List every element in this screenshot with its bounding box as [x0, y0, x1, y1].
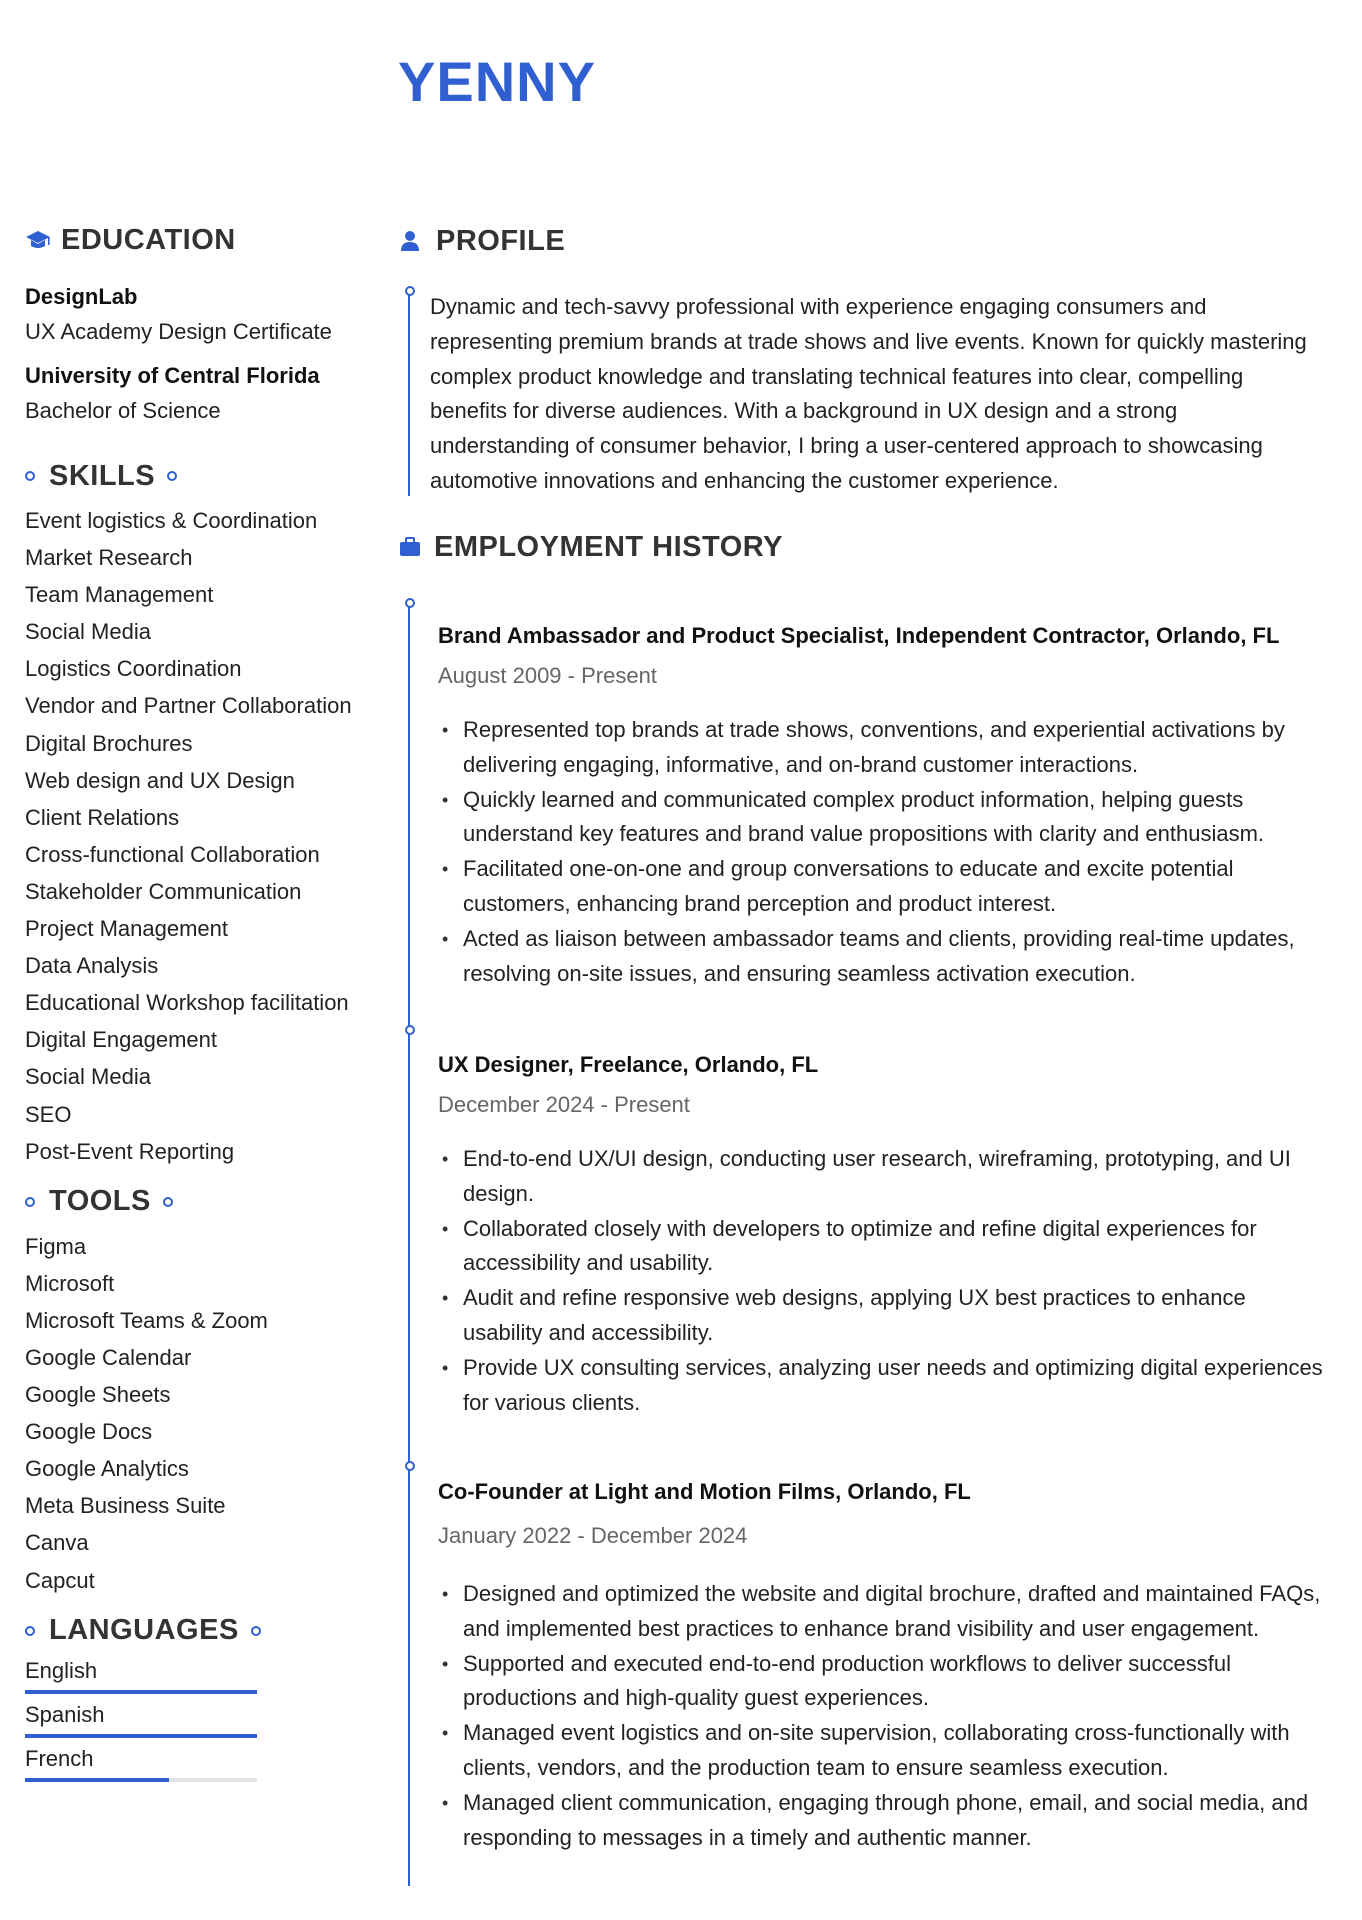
- dot-icon: [251, 1626, 261, 1636]
- tools-item: Figma: [25, 1233, 87, 1259]
- language-proficiency-fill: [25, 1778, 169, 1782]
- language-proficiency-fill: [25, 1734, 257, 1738]
- job-bullet: • Provide UX consulting services, analyzing user needs and optimizing digital experiences for various clients.: [438, 1351, 1328, 1421]
- languages-heading: [25, 1611, 385, 1651]
- tools-item: Capcut: [25, 1567, 95, 1593]
- job-bullet: • Facilitated one-on-one and group conversations to educate and excite potential customers, enhancing brand perception and product interest.: [438, 852, 1328, 922]
- education-degree: Bachelor of Science: [25, 398, 221, 423]
- language-name: English: [25, 1657, 98, 1683]
- job-title: Co-Founder at Light and Motion Films, Orlando, FL: [438, 1479, 971, 1504]
- skills-item: Event logistics & Coordination: [25, 508, 318, 533]
- skills-item: Stakeholder Communication: [25, 878, 302, 904]
- timeline-dot: [405, 1025, 415, 1035]
- dot-icon: [25, 1197, 35, 1207]
- skills-item: Team Management: [25, 582, 214, 608]
- skills-item: Educational Workshop facilitation: [25, 990, 349, 1016]
- education-school: DesignLab: [25, 284, 138, 309]
- skills-item: Social Media: [25, 1064, 151, 1090]
- skills-list: [25, 502, 385, 1170]
- candidate-name: YENNY: [398, 50, 596, 113]
- employment-heading: [400, 527, 783, 567]
- skills-item: Project Management: [25, 916, 228, 942]
- job-bullets: [438, 713, 1328, 991]
- tools-item: Meta Business Suite: [25, 1493, 226, 1519]
- job-dates: December 2024 - Present: [438, 1092, 690, 1117]
- skills-item: Data Analysis: [25, 953, 159, 979]
- job-bullet: • End-to-end UX/UI design, conducting user research, wireframing, prototyping, and UI design.: [438, 1142, 1328, 1212]
- job-bullet: • Acted as liaison between ambassador teams and clients, providing real-time updates, resolving on-site issues, and ensuring seamless activation execution.: [438, 922, 1328, 992]
- language-item: [25, 1701, 385, 1745]
- tools-item: Google Docs: [25, 1419, 153, 1445]
- timeline-dot: [405, 1461, 415, 1471]
- dot-icon: [163, 1197, 173, 1207]
- language-name: French: [25, 1745, 94, 1771]
- skills-heading-label: SKILLS: [49, 459, 156, 492]
- languages-list: [25, 1657, 385, 1789]
- job-bullet: • Collaborated closely with developers to optimize and refine digital experiences for accessibility and usability.: [438, 1212, 1328, 1282]
- language-item: [25, 1745, 385, 1789]
- language-proficiency-bar: [25, 1734, 257, 1738]
- language-proficiency-fill: [25, 1690, 257, 1694]
- skills-item: Digital Brochures: [25, 730, 193, 756]
- job-entry: [438, 1477, 1328, 1855]
- job-bullet: • Designed and optimized the website and digital brochure, drafted and maintained FAQs, and implemented best practices to enhance brand visibility and user engagement.: [438, 1577, 1328, 1647]
- language-name: Spanish: [25, 1701, 105, 1727]
- job-dates: August 2009 - Present: [438, 663, 657, 688]
- job-title: Brand Ambassador and Product Specialist, Independent Contractor, Orlando, FL: [438, 623, 1280, 648]
- profile-summary: Dynamic and tech-savvy professional with experience engaging consumers and representing premium brands at trade shows and live events. Known for quickly mastering complex product knowledge and translating technical features into clear, compelling benefits for diverse audiences. With a background in UX design and a strong understanding of consumer behavior, I bring a user-centered approach to showcasing automotive innovations and enhancing the customer experience.: [430, 294, 1307, 493]
- job-entry: [438, 621, 1328, 991]
- language-item: [25, 1657, 385, 1701]
- graduation-cap-icon: [25, 229, 51, 251]
- tools-heading: [25, 1182, 385, 1222]
- language-proficiency-bar: [25, 1778, 257, 1782]
- education-entry: [25, 282, 385, 347]
- job-bullet: • Managed client communication, engaging through phone, email, and social media, and responding to messages in a timely and authentic manner.: [438, 1786, 1328, 1856]
- tools-item: Google Calendar: [25, 1344, 192, 1370]
- skills-item: Cross-functional Collaboration: [25, 841, 320, 867]
- skills-item: Social Media: [25, 619, 151, 645]
- skills-item: SEO: [25, 1101, 72, 1127]
- skills-item: Digital Engagement: [25, 1027, 218, 1053]
- skills-item: Post-Event Reporting: [25, 1138, 235, 1164]
- skills-item: Client Relations: [25, 804, 180, 830]
- job-bullets: [438, 1577, 1328, 1855]
- education-heading-label: EDUCATION: [61, 223, 236, 256]
- job-bullet: • Represented top brands at trade shows, conventions, and experiential activations by delivering engaging, informative, and on-brand customer interactions.: [438, 713, 1328, 783]
- profile-heading: [400, 221, 565, 261]
- skills-item: Web design and UX Design: [25, 767, 295, 793]
- timeline-dot: [405, 286, 415, 296]
- skills-item: Vendor and Partner Collaboration: [25, 693, 352, 719]
- language-proficiency-bar: [25, 1690, 257, 1694]
- job-entry: [438, 1050, 1328, 1420]
- tools-item: Canva: [25, 1530, 89, 1556]
- tools-heading-label: TOOLS: [49, 1185, 151, 1218]
- tools-item: Microsoft Teams & Zoom: [25, 1307, 268, 1333]
- education-school: University of Central Florida: [25, 363, 320, 388]
- job-bullet: • Supported and executed end-to-end production workflows to deliver successful productions and high-quality guest experiences.: [438, 1647, 1328, 1717]
- tools-item: Microsoft: [25, 1270, 115, 1296]
- job-bullet: • Quickly learned and communicated complex product information, helping guests understand key features and brand value propositions with clarity and enthusiasm.: [438, 783, 1328, 853]
- person-icon: [400, 230, 420, 252]
- job-bullet: • Managed event logistics and on-site supervision, collaborating cross-functionally with clients, vendors, and the production team to ensure seamless execution.: [438, 1716, 1328, 1786]
- employment-heading-label: EMPLOYMENT HISTORY: [434, 530, 783, 563]
- tools-item: Google Sheets: [25, 1382, 171, 1408]
- job-bullets: [438, 1142, 1328, 1420]
- education-degree: UX Academy Design Certificate: [25, 319, 332, 344]
- dot-icon: [25, 1626, 35, 1636]
- tools-list: [25, 1228, 385, 1599]
- languages-heading-label: LANGUAGES: [49, 1614, 239, 1647]
- job-dates: January 2022 - December 2024: [438, 1523, 748, 1548]
- job-title: UX Designer, Freelance, Orlando, FL: [438, 1052, 819, 1077]
- education-heading: [25, 220, 385, 260]
- briefcase-icon: [400, 537, 420, 557]
- education-entry: [25, 361, 385, 426]
- sidebar: [25, 220, 385, 1789]
- profile-heading-label: PROFILE: [436, 224, 566, 257]
- job-bullet: • Audit and refine responsive web designs, applying UX best practices to enhance usability and accessibility.: [438, 1281, 1328, 1351]
- tools-item: Google Analytics: [25, 1456, 189, 1482]
- skills-heading: [25, 456, 385, 496]
- timeline-dot: [405, 598, 415, 608]
- skills-item: Logistics Coordination: [25, 656, 242, 682]
- employment-timeline: [408, 602, 410, 1886]
- profile-timeline: [408, 290, 410, 496]
- dot-icon: [167, 471, 177, 481]
- skills-item: Market Research: [25, 545, 193, 571]
- dot-icon: [25, 471, 35, 481]
